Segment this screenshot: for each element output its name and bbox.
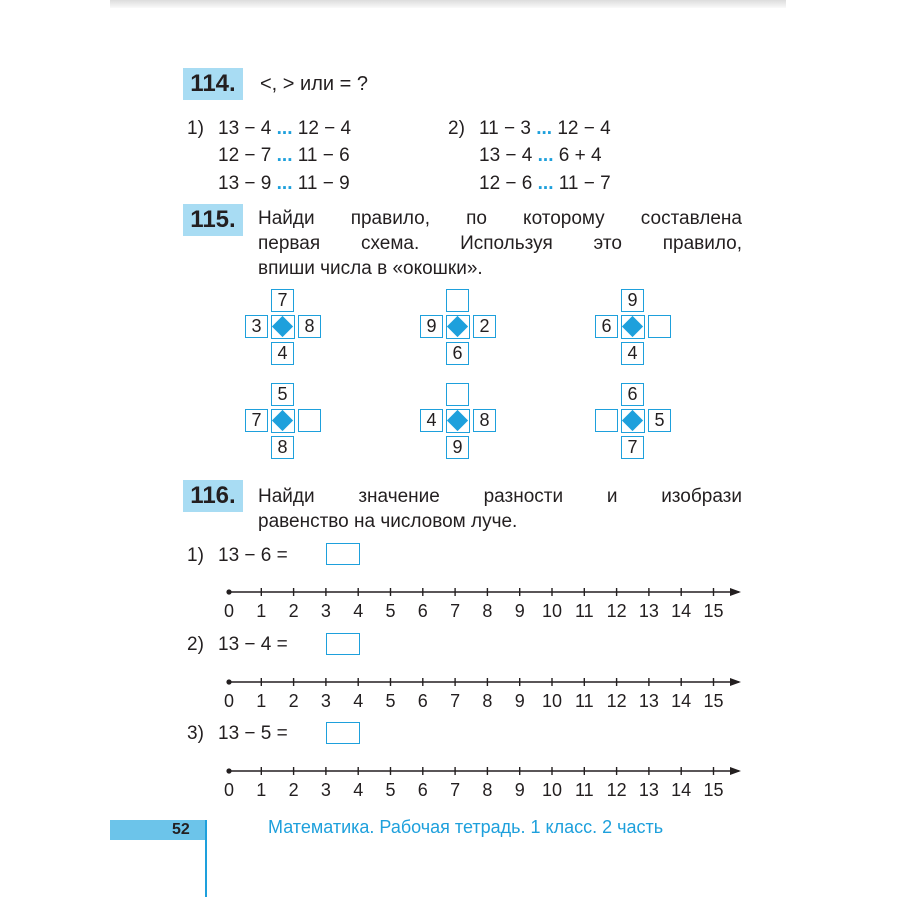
item-2-expression: 13 − 4 = [218, 634, 288, 655]
number-line-2[interactable] [224, 678, 741, 711]
tick-label: 13 [638, 780, 659, 800]
task-115-line-2: первая схема. Используя это правило, [258, 233, 742, 254]
tick-label: 4 [353, 691, 364, 711]
tick-label: 9 [514, 780, 525, 800]
tick-label: 11 [574, 601, 594, 621]
arrow-icon [730, 767, 741, 775]
tick-label: 8 [482, 780, 493, 800]
blank-dots[interactable]: ... [276, 173, 293, 194]
tick-label: 15 [703, 780, 724, 800]
expression-right: 6 + 4 [558, 145, 602, 166]
tick-label: 14 [671, 601, 692, 621]
cell-bottom: 6 [446, 342, 469, 365]
tick-label: 3 [320, 691, 331, 711]
task-115-number: 115. [183, 204, 243, 236]
item-1-expression: 13 − 6 = [218, 545, 288, 566]
tick-label: 2 [288, 780, 299, 800]
tick-label: 3 [320, 780, 331, 800]
tick-label: 3 [320, 601, 331, 621]
cell-left: 3 [245, 315, 268, 338]
blank-dots[interactable]: ... [537, 173, 554, 194]
page-number: 52 [172, 821, 190, 838]
tick-label: 15 [703, 691, 724, 711]
tick-label: 5 [385, 601, 396, 621]
tick-label: 8 [482, 601, 493, 621]
task-115-line-3: впиши числа в «окошки». [258, 258, 483, 279]
tick-label: 2 [288, 601, 299, 621]
cell-bottom: 7 [621, 436, 644, 459]
tick-label: 1 [256, 780, 267, 800]
cell-right: 2 [473, 315, 496, 338]
tick-label: 6 [417, 691, 428, 711]
task-114-col2-label: 2) [448, 118, 465, 139]
tick-label: 8 [482, 691, 493, 711]
tick-label: 0 [223, 601, 235, 621]
tick-label: 0 [223, 691, 235, 711]
number-line-3[interactable] [224, 767, 741, 800]
tick-label: 12 [606, 601, 627, 621]
footer-title: Математика. Рабочая тетрадь. 1 класс. 2 часть [268, 817, 664, 837]
task-116-line-2: равенство на числовом луче. [258, 511, 518, 532]
tick-label: 15 [703, 601, 724, 621]
expression-right: 11 − 9 [297, 173, 350, 194]
cell-bottom: 8 [271, 436, 294, 459]
tick-label: 14 [671, 691, 692, 711]
number-line-1[interactable] [224, 588, 741, 621]
tick-label: 7 [450, 691, 461, 711]
item-2-label: 2) [187, 634, 204, 655]
tick-label: 6 [417, 780, 428, 800]
tick-label: 9 [514, 691, 525, 711]
tick-label: 1 [256, 691, 267, 711]
tick-label: 10 [541, 691, 563, 711]
cell-bottom: 4 [621, 342, 644, 365]
expression-left: 11 − 3 [479, 118, 531, 139]
arrow-icon [730, 678, 741, 686]
tick-label: 10 [541, 601, 563, 621]
tick-label: 5 [385, 780, 396, 800]
blank-dots[interactable]: ... [276, 118, 293, 139]
origin-dot [226, 768, 231, 773]
tick-label: 7 [450, 601, 461, 621]
cell-top: 9 [621, 289, 644, 312]
arrow-icon [730, 588, 741, 596]
blank-dots[interactable]: ... [276, 145, 293, 166]
tick-label: 12 [606, 691, 627, 711]
cell-left: 7 [245, 409, 268, 432]
expression-right: 12 − 4 [557, 118, 611, 139]
expression-left: 12 − 6 [479, 173, 533, 194]
cell-left: 6 [595, 315, 618, 338]
cell-right: 8 [473, 409, 496, 432]
tick-label: 11 [574, 780, 594, 800]
task-116-line-1: Найди значение разности и изобрази [258, 486, 742, 507]
cell-left: 9 [420, 315, 443, 338]
tick-label: 9 [514, 601, 525, 621]
tick-label: 12 [606, 780, 627, 800]
blank-dots[interactable]: ... [536, 118, 553, 139]
item-3-label: 3) [187, 723, 204, 744]
cell-right: 5 [648, 409, 671, 432]
expression-right: 12 − 4 [297, 118, 352, 139]
expression-left: 13 − 4 [479, 145, 533, 166]
expression-left: 12 − 7 [218, 145, 272, 166]
tick-label: 7 [450, 780, 461, 800]
task-114-prompt: <, > или = ? [260, 73, 368, 95]
task-114-number: 114. [183, 68, 243, 100]
tick-label: 5 [385, 691, 396, 711]
expression-right: 11 − 6 [297, 145, 350, 166]
task-116-number: 116. [183, 480, 243, 512]
tick-label: 4 [353, 601, 364, 621]
task-115-line-1: Найди правило, по которому составлена [258, 208, 742, 229]
tick-label: 13 [638, 601, 659, 621]
tick-label: 1 [256, 601, 267, 621]
expression-left: 13 − 9 [218, 173, 272, 194]
tick-label: 13 [638, 691, 659, 711]
cell-top: 6 [621, 383, 644, 406]
tick-label: 11 [574, 691, 594, 711]
task-114-col1-label: 1) [187, 118, 204, 139]
cell-left: 4 [420, 409, 443, 432]
footer-divider [205, 820, 207, 897]
tick-label: 10 [541, 780, 563, 800]
cell-right: 8 [298, 315, 321, 338]
tick-label: 0 [223, 780, 235, 800]
tick-label: 6 [417, 601, 428, 621]
tick-label: 4 [353, 780, 364, 800]
tick-label: 14 [671, 780, 692, 800]
item-3-expression: 13 − 5 = [218, 723, 288, 744]
blank-dots[interactable]: ... [537, 145, 554, 166]
cell-top: 5 [271, 383, 294, 406]
footer-bar [110, 820, 206, 840]
cell-bottom: 9 [446, 436, 469, 459]
origin-dot [226, 589, 231, 594]
expression-right: 11 − 7 [558, 173, 611, 194]
tick-label: 2 [288, 691, 299, 711]
expression-left: 13 − 4 [218, 118, 272, 139]
cell-top: 7 [271, 289, 294, 312]
item-1-label: 1) [187, 545, 204, 566]
cell-bottom: 4 [271, 342, 294, 365]
origin-dot [226, 679, 231, 684]
